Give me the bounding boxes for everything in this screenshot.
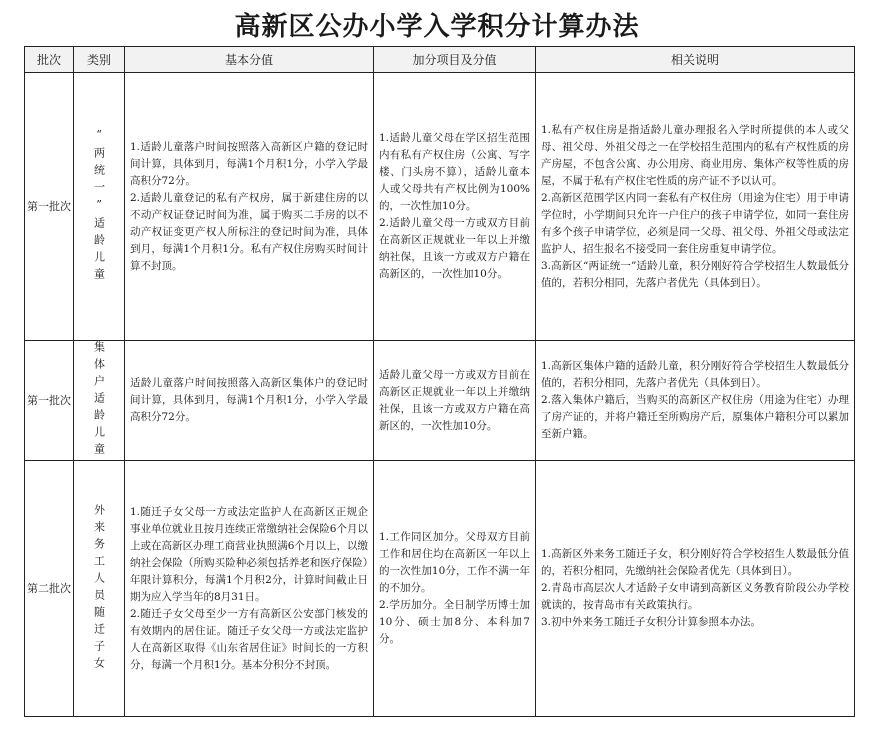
batch-label: 第一批次 (27, 200, 71, 213)
batch-cell (25, 73, 74, 341)
category-label: “两统一”适龄儿童 (92, 128, 106, 285)
bonus-item: 1.适龄儿童父母在学区招生范围内有私有产权住房（公寓、写字楼、门头房不算），适龄儿童本人或父母共有产权比例为100%的，一次性加10分。 (379, 132, 530, 212)
note-item: 1.私有产权住房是指适龄儿童办理报名入学时所提供的本人或父母、祖父母、外祖父母之一在学校招生范围内的私有产权性质的房产房屋，不包含公寓、办公用房、商业用房、集体产权等性质的房屋，不属于私有产权住宅性质的房产证不予以认可。 (541, 123, 849, 187)
document-title: 高新区公办小学入学积分计算办法 (234, 12, 640, 42)
basic-item: 适龄儿童落户时间按照落入高新区集体户的登记时间计算，具体到月，每满1个月积1分，小学入学最高积分72分。 (130, 377, 368, 423)
note-item: 3.高新区“两证统一”适龄儿童，积分刚好符合学校招生人数最低分值的，若积分相同，先落户者优先（具体到日）。 (541, 259, 849, 289)
batch-cell (25, 461, 74, 717)
bonus-cell (374, 73, 536, 341)
notes-cell (536, 461, 855, 717)
header-notes: 相关说明 (536, 47, 855, 73)
note-item: 2.落入集体户籍后，当购买的高新区产权住房（用途为住宅）办理了房产证的，并将户籍迁至所购房产后，原集体户籍积分可以累加至新户籍。 (541, 394, 849, 440)
header-batch: 批次 (25, 47, 74, 73)
table-row (25, 461, 855, 717)
basic-item: 1.适龄儿童落户时间按照落入高新区户籍的登记时间计算，具体到月，每满1个月积1分，小学入学最高积分72分。 (130, 140, 368, 187)
points-table (24, 46, 855, 717)
bonus-item: 2.学历加分。全日制学历博士加10分、硕士加8分、本科加7分。 (379, 599, 530, 645)
header-category: 类别 (74, 47, 125, 73)
batch-label: 第一批次 (27, 394, 71, 407)
note-item: 2.高新区范围学区内同一套私有产权住房（用途为住宅）用于申请学位时，小学期间只允许一户住户的孩子申请学位，如同一套住房有多个孩子申请学位，必须是同一父母、祖父母、外祖父母或法定监护人，招生报名不接受同一套住房重复申请学位。 (541, 191, 849, 255)
table-row (25, 341, 855, 461)
note-item: 1.高新区外来务工随迁子女，积分刚好符合学校招生人数最低分值的，若积分相同，先缴纳社会保险者优先（具体到日）。 (541, 548, 849, 577)
notes-cell (536, 73, 855, 341)
category-cell (74, 461, 125, 717)
basic-item: 2.随迁子女父母至少一方有高新区公安部门核发的有效期内的居住证。随迁子女父母一方或法定监护人在高新区取得《山东省居住证》时间长的一方积分，每满一个月积1分。基本分积分不封顶。 (130, 607, 368, 671)
header-row (25, 47, 855, 73)
category-cell (74, 73, 125, 341)
header-bonus: 加分项目及分值 (374, 47, 536, 73)
category-label: 集体户适龄儿童 (92, 341, 106, 460)
basic-score-cell (125, 461, 374, 717)
basic-item: 1.随迁子女父母一方或法定监护人在高新区正规企事业单位就业且按月连续正常缴纳社会保险6个月以上或在高新区办理工商营业执照满6个月以上，以缴纳社会保险（所购买险种必须包括养老和医疗保险）年限计算积分，每满1个月积2分，计算时间截止日期为应入学当年的8月31日。 (130, 505, 368, 603)
basic-score-cell (125, 341, 374, 461)
batch-label: 第二批次 (27, 582, 71, 595)
batch-cell (25, 341, 74, 461)
basic-score-cell (125, 73, 374, 341)
bonus-item: 1.工作同区加分。父母双方目前工作和居住均在高新区一年以上的一次性加10分，工作不满一年的不加分。 (379, 531, 530, 594)
notes-cell (536, 341, 855, 461)
table-row (25, 73, 855, 341)
category-cell (74, 341, 125, 461)
bonus-cell (374, 461, 536, 717)
note-item: 2.青岛市高层次人才适龄子女申请到高新区义务教育阶段公办学校就读的，按青岛市有关政策执行。 (541, 582, 849, 611)
bonus-item: 适龄儿童父母一方或双方目前在高新区正规就业一年以上并缴纳社保，且该一方或双方户籍在高新区的，一次性加10分。 (379, 368, 530, 432)
basic-item: 2.适龄儿童登记的私有产权房，属于新建住房的以不动产权证登记时间为准，属于购买二手房的以不动产权证变更产权人所标注的登记时间为准，具体到月，每满1个月积1分。私有产权住房购买时间计算不封顶。 (130, 191, 368, 272)
bonus-item: 2.适龄儿童父母一方或双方目前在高新区正规就业一年以上并缴纳社保，且该一方或双方户籍在高新区的，一次性加10分。 (379, 217, 530, 280)
header-basic-score: 基本分值 (125, 47, 374, 73)
note-item: 3.初中外来务工随迁子女积分计算参照本办法。 (541, 616, 762, 628)
category-label: 外来务工人员随迁子女 (92, 503, 106, 674)
bonus-cell (374, 341, 536, 461)
note-item: 1.高新区集体户籍的适龄儿童，积分刚好符合学校招生人数最低分值的，若积分相同，先落户者优先（具体到日）。 (541, 360, 849, 389)
